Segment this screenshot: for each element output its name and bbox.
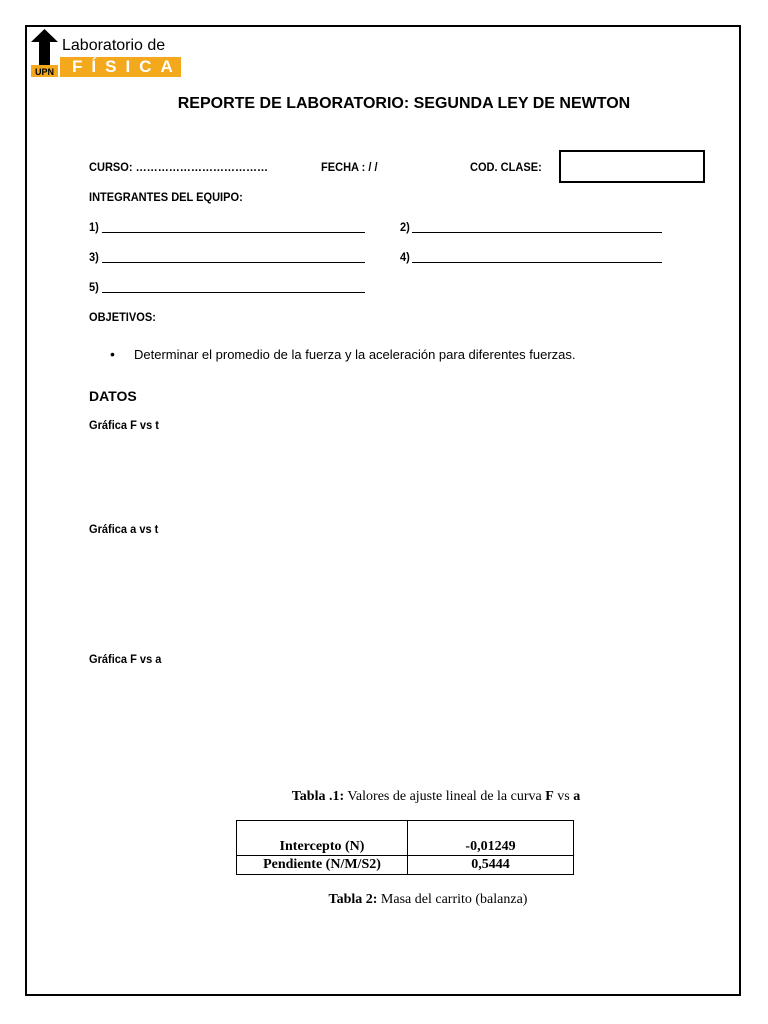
tabla2-caption-prefix: Tabla 2: bbox=[328, 892, 378, 907]
logo-fisica-text: FÍSICA bbox=[72, 57, 182, 76]
logo-badge: UPN bbox=[34, 67, 55, 77]
member-3-line[interactable] bbox=[102, 262, 365, 263]
bullet-icon: • bbox=[110, 346, 115, 362]
member-3-label: 3) bbox=[89, 250, 99, 264]
logo-lab-text: Laboratorio de bbox=[62, 37, 166, 54]
member-4-line[interactable] bbox=[412, 262, 662, 263]
member-5-label: 5) bbox=[89, 280, 99, 294]
table-cell-label: Pendiente (N/M/S2) bbox=[237, 856, 408, 875]
graph-a-vs-t-label: Gráfica a vs t bbox=[89, 522, 159, 536]
table-cell-label: Intercepto (N) bbox=[237, 821, 408, 856]
member-5-line[interactable] bbox=[102, 292, 365, 293]
tabla1-caption-text: Valores de ajuste lineal de la curva bbox=[344, 789, 546, 804]
graph-f-vs-t-label: Gráfica F vs t bbox=[89, 418, 159, 432]
member-2-label: 2) bbox=[400, 220, 410, 234]
cod-clase-label: COD. CLASE: bbox=[470, 160, 542, 174]
objetivos-heading: OBJETIVOS: bbox=[89, 310, 156, 324]
curso-label: CURSO: ……………………………… bbox=[89, 160, 269, 174]
cod-clase-box[interactable] bbox=[559, 150, 705, 183]
tabla2-caption-text: Masa del carrito (balanza) bbox=[377, 892, 528, 907]
tabla1-caption-var1: F bbox=[545, 789, 554, 804]
graph-f-vs-a-label: Gráfica F vs a bbox=[89, 652, 162, 666]
objetivo-item: Determinar el promedio de la fuerza y la aceleración para diferentes fuerzas. bbox=[134, 347, 576, 362]
page-title: REPORTE DE LABORATORIO: SEGUNDA LEY DE NEWTON bbox=[177, 95, 631, 112]
table-row bbox=[237, 821, 574, 856]
table-row bbox=[237, 856, 574, 875]
datos-heading: DATOS bbox=[89, 388, 137, 404]
table-cell-value: 0,5444 bbox=[408, 856, 574, 875]
tabla1-caption-mid: vs bbox=[553, 789, 574, 804]
tabla1-caption-var2: a bbox=[573, 789, 581, 804]
member-1-line[interactable] bbox=[102, 232, 365, 233]
fecha-label: FECHA : / / bbox=[321, 160, 378, 174]
member-2-line[interactable] bbox=[412, 232, 662, 233]
member-4-label: 4) bbox=[400, 250, 410, 264]
table-cell-value: -0,01249 bbox=[408, 821, 574, 856]
integrantes-label: INTEGRANTES DEL EQUIPO: bbox=[89, 190, 243, 204]
upn-logo-icon bbox=[31, 29, 58, 77]
tabla2-caption bbox=[0, 892, 768, 908]
tabla1-caption bbox=[0, 789, 768, 805]
fit-table bbox=[236, 820, 574, 875]
tabla1-caption-prefix: Tabla .1: bbox=[291, 789, 345, 804]
member-1-label: 1) bbox=[89, 220, 99, 234]
